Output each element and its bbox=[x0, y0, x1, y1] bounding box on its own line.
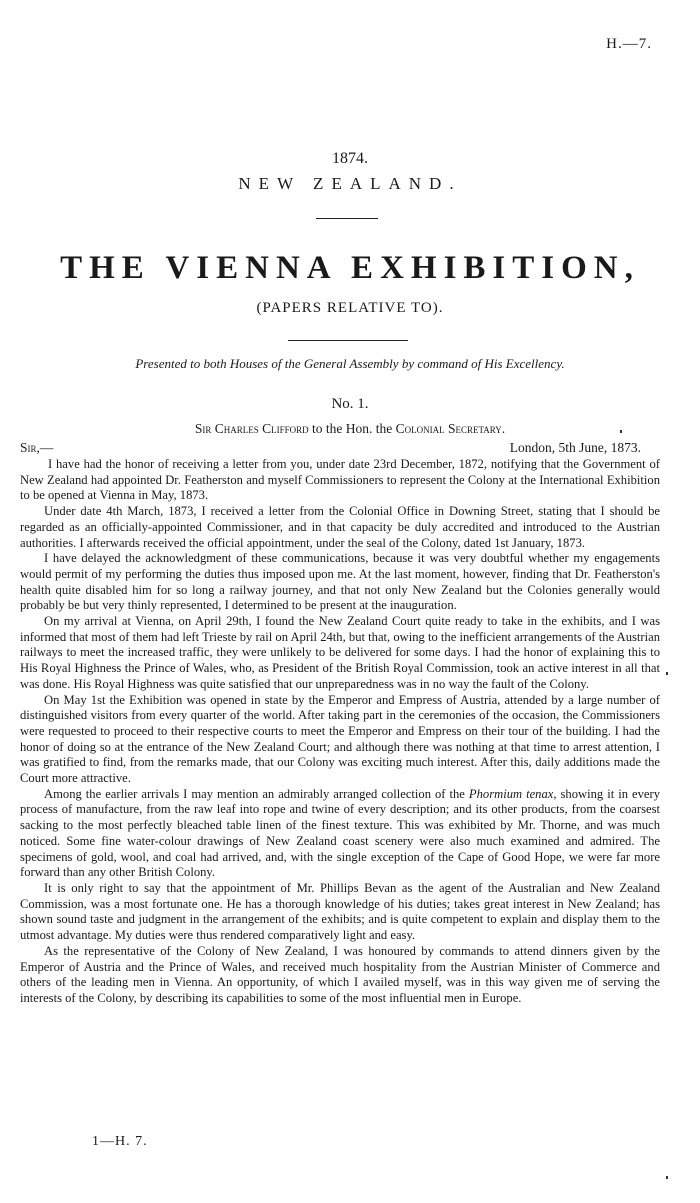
body-paragraph: I have had the honor of receiving a letter from you, under date 23rd December, 1872, notifying that the Government of New Zealand had appointed Dr. Featherston and myself Commissioners to represent the Colony at the International Exhibition to be opened at Vienna in May, 1873. bbox=[20, 457, 660, 503]
species-name: Phormium tenax bbox=[468, 786, 554, 801]
page-reference: H.—7. bbox=[606, 36, 652, 52]
body-paragraph: On May 1st the Exhibition was opened in state by the Emperor and Empress of Austria, attended by a large number of distinguished visitors from every quarter of the world. After taking part in the ceremonies of the occasion, the Commissioners were requested to proceed to their respective courts to meet the Emperor and Empress on their tour of the building. I had the honor of doing so at the entrance of the New Zealand Court; and although there was nothing at that time to arrest attention, I was gratified to find, from the remarks made, that our Colony was exciting much interest. After this, daily additions made the Court more attractive. bbox=[20, 692, 660, 786]
letter-body bbox=[20, 457, 660, 1007]
subtitle-divider bbox=[288, 340, 408, 341]
letter-addressing bbox=[0, 421, 700, 437]
country-heading: NEW ZEALAND. bbox=[238, 174, 462, 193]
document-year: 1874. bbox=[332, 150, 368, 167]
paragraph-text: Among the earlier arrivals I may mention an admirably arranged collection of the bbox=[44, 786, 469, 801]
page-signature: 1—H. 7. bbox=[92, 1134, 148, 1149]
print-speck bbox=[620, 430, 622, 433]
addressing-connector: to the Hon. the bbox=[311, 421, 393, 436]
body-paragraph: It is only right to say that the appointment of Mr. Phillips Bevan as the agent of the Australian and New Zealand Commission, was a most fortunate one. He has a thorough knowledge of his duties; takes great interest in New Zealand; has shown sound taste and judgment in the arrangement of the exhibits; and is quite competent to explain and display them to the utmost advantage. My duties were thus rendered comparatively light and easy. bbox=[20, 880, 660, 943]
letter-place-date: London, 5th June, 1873. bbox=[509, 440, 641, 455]
subtitle: (PAPERS RELATIVE TO). bbox=[256, 300, 444, 316]
paragraph-text: , showing it in every process of manufacture, from the raw leaf into rope and twine of every description; and its other products, from the coarsest sacking to the most perfectly bleached table linen of the finest texture. This was exhibited by Mr. Thorne, and was much noticed. Some fine water-colour drawings of New Zealand coast scenery were also much examined and admired. The specimens of gold, wool, and coal had arrived, and, with the single exception of the Cape of Good Hope, we were far more forward than any other British Colony. bbox=[20, 786, 661, 880]
salutation: Sir,— bbox=[20, 440, 54, 455]
main-title: THE VIENNA EXHIBITION, bbox=[60, 250, 640, 286]
body-paragraph: Under date 4th March, 1873, I received a letter from the Colonial Office in Downing Street, stating that I should be regarded as an officially-appointed Commissioner, and in that capacity be duly accredited and introduced to the Austrian authorities. I afterwards received the official appointment, under the seal of the Colony, dated 1st January, 1873. bbox=[20, 504, 660, 550]
print-speck bbox=[666, 1176, 668, 1179]
letter-number: No. 1. bbox=[331, 396, 369, 412]
title-divider bbox=[316, 218, 378, 219]
body-paragraph: On my arrival at Vienna, on April 29th, I found the New Zealand Court quite ready to take in the exhibits, and I was informed that most of them had left Trieste by rail on April 24th, but that, owing to the inefficient arrangements of the Austrian railways to meet the increased traffic, they were unlikely to be delivered for some days. I had the honor of explaining this to His Royal Highness the Prince of Wales, who, as President of the British Royal Commission, took an active interest in all that was done. His Royal Highness was quite satisfied that our unpreparedness was in no way the fault of the Colony. bbox=[20, 614, 660, 691]
body-paragraph: As the representative of the Colony of New Zealand, I was honoured by commands to attend dinners given by the Emperor of Austria and the Prince of Wales, and received much hospitality from the Austrian Minister of Commerce and others of the leading men in Vienna. An opportunity, of which I availed myself, was in this way given me of serving the interests of the Colony, by describing its capabilities to some of the most influential men in Europe. bbox=[20, 943, 660, 1005]
presentation-note: Presented to both Houses of the General Assembly by command of His Excellency. bbox=[135, 356, 565, 371]
recipient-title: Colonial Secretary. bbox=[395, 421, 506, 436]
body-paragraph bbox=[20, 787, 660, 881]
sender-name: Sir Charles Clifford bbox=[194, 421, 309, 436]
body-paragraph: I have delayed the acknowledgment of these communications, because it was very doubtful whether my engagements would permit of my performing the duties thus imposed upon me. At the last moment, however, finding that Dr. Featherston's health quite disabled him for so long a railway journey, and that not only New Zealand but the Colonies generally would probably be but very thinly represented, I determined to be present at the inauguration. bbox=[20, 551, 660, 613]
print-speck bbox=[666, 672, 668, 675]
